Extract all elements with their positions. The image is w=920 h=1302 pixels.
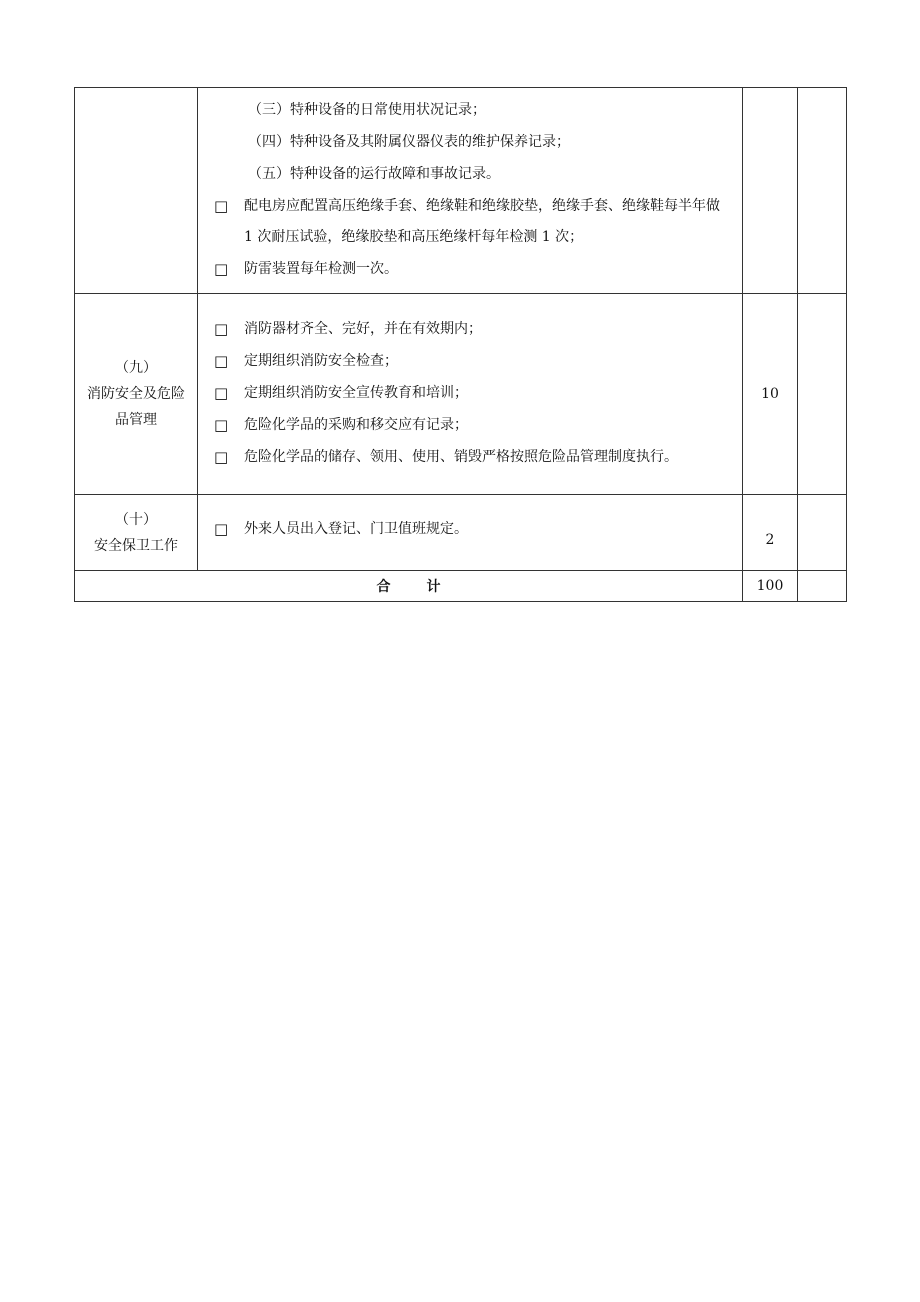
total-label: 合计 (75, 571, 743, 602)
total-score: 100 (743, 571, 798, 602)
table-row (75, 88, 847, 294)
score-cell: 10 (743, 294, 798, 495)
content-cell (198, 495, 743, 571)
checkbox-icon[interactable]: □ (214, 447, 229, 466)
checklist-item (214, 254, 730, 285)
table-row (75, 495, 847, 571)
checklist-item (214, 514, 730, 545)
sub-item: （四）特种设备及其附属仪器仪表的维护保养记录； (248, 133, 570, 150)
checklist-item-text: 外来人员出入登记、门卫值班规定。 (244, 521, 468, 537)
checklist-item (214, 378, 730, 409)
checklist-item (214, 410, 730, 441)
checkbox-icon[interactable]: □ (214, 351, 229, 370)
sub-item: （三）特种设备的日常使用状况记录； (248, 101, 486, 118)
category-number: （九） (115, 360, 157, 376)
checkbox-icon[interactable]: □ (214, 520, 229, 538)
checklist-item-text: 危险化学品的储存、领用、使用、销毁严格按照危险品管理制度执行。 (244, 448, 678, 465)
checkbox-icon[interactable]: □ (214, 383, 229, 402)
category-cell (75, 294, 198, 495)
checklist-item (214, 314, 730, 345)
checklist-item (214, 346, 730, 377)
score-cell (743, 88, 798, 294)
category-number: （十） (115, 511, 157, 528)
checklist-item-text: 危险化学品的采购和移交应有记录； (244, 416, 468, 433)
category-cell (75, 88, 198, 294)
result-cell (798, 571, 847, 602)
checklist-item-text: 防雷装置每年检测一次。 (244, 260, 398, 277)
checklist-item (214, 442, 730, 473)
checklist-item-text: 定期组织消防安全宣传教育和培训； (244, 384, 468, 401)
content-cell (198, 294, 743, 495)
checklist-item (214, 191, 730, 253)
category-name: 消防安全及危险品管理 (87, 386, 185, 428)
content-cell (198, 88, 743, 294)
sub-item: （五）特种设备的运行故障和事故记录。 (248, 165, 500, 182)
checkbox-icon[interactable]: □ (214, 319, 229, 338)
assessment-table (74, 87, 847, 602)
checkbox-icon[interactable]: □ (214, 196, 229, 215)
result-cell (798, 495, 847, 571)
category-cell (75, 495, 198, 571)
result-cell (798, 294, 847, 495)
checklist-item-text: 消防器材齐全、完好，并在有效期内； (244, 320, 482, 337)
table-row (75, 294, 847, 495)
total-row (75, 571, 847, 602)
checklist-item-text: 定期组织消防安全检查； (244, 352, 398, 369)
checkbox-icon[interactable]: □ (214, 415, 229, 434)
result-cell (798, 88, 847, 294)
score-cell: 2 (743, 495, 798, 571)
category-name: 安全保卫工作 (94, 537, 178, 554)
checkbox-icon[interactable]: □ (214, 259, 229, 278)
checklist-item-text: 配电房应配置高压绝缘手套、绝缘鞋和绝缘胶垫，绝缘手套、绝缘鞋每半年做 1 次耐压试验，绝缘胶垫和高压绝缘杆每年检测 1 次； (244, 197, 720, 245)
